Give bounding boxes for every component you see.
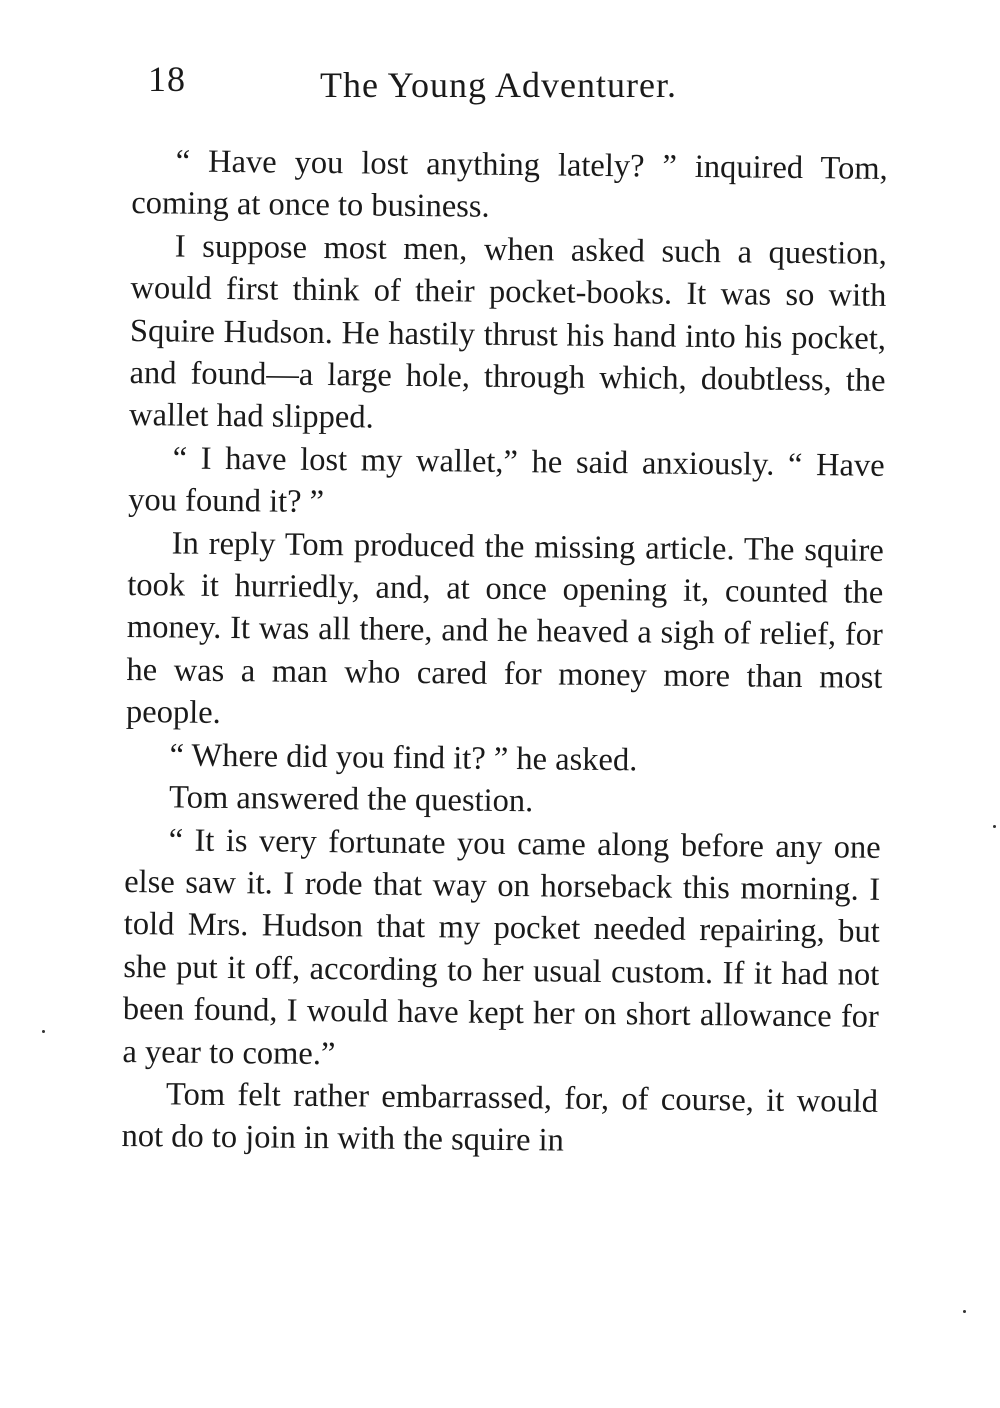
paragraph: “ It is very fortunate you came along before any one else saw it. I rode that way on horseback this morning. I told Mrs. Hudson that my pocket needed repairing, but she put it off, according to her usual custom. If it had not been found, I would have kept her on short allowance for a year to come.” [122, 821, 881, 1072]
paragraph: In reply Tom produced the missing article. The squire took it hurriedly, and, at once opening it, counted the money. It was all there, and he heaved a sigh of relief, for he was a man who cared for money more than most people. [125, 525, 884, 732]
paragraph: “ I have lost my wallet,” he said anxiously. “ Have you found it? ” [128, 440, 885, 521]
page-header [140, 52, 760, 112]
paragraph: I suppose most men, when asked such a question, would first think of their pocket-books. It was so with Squire Hudson. He hastily thrust his hand into his pocket, and found—a large hole, through which, doubtless, the wallet had slipped. [128, 228, 888, 436]
scan-speck [963, 1310, 966, 1313]
paragraph: “ Have you lost anything lately? ” inquired Tom, coming at once to business. [131, 143, 888, 226]
paragraph: Tom answered the question. [168, 779, 534, 820]
paragraph: Tom felt rather embarrassed, for, of course, it would not do to join in with the squire in [121, 1076, 879, 1159]
scan-speck [993, 825, 996, 828]
paragraph: “ Where did you find it? ” he asked. [169, 737, 638, 779]
scan-speck [42, 1030, 45, 1033]
body-text [121, 140, 888, 1166]
page-number: 18 [148, 59, 186, 99]
running-head: The Young Adventurer. [320, 65, 677, 105]
